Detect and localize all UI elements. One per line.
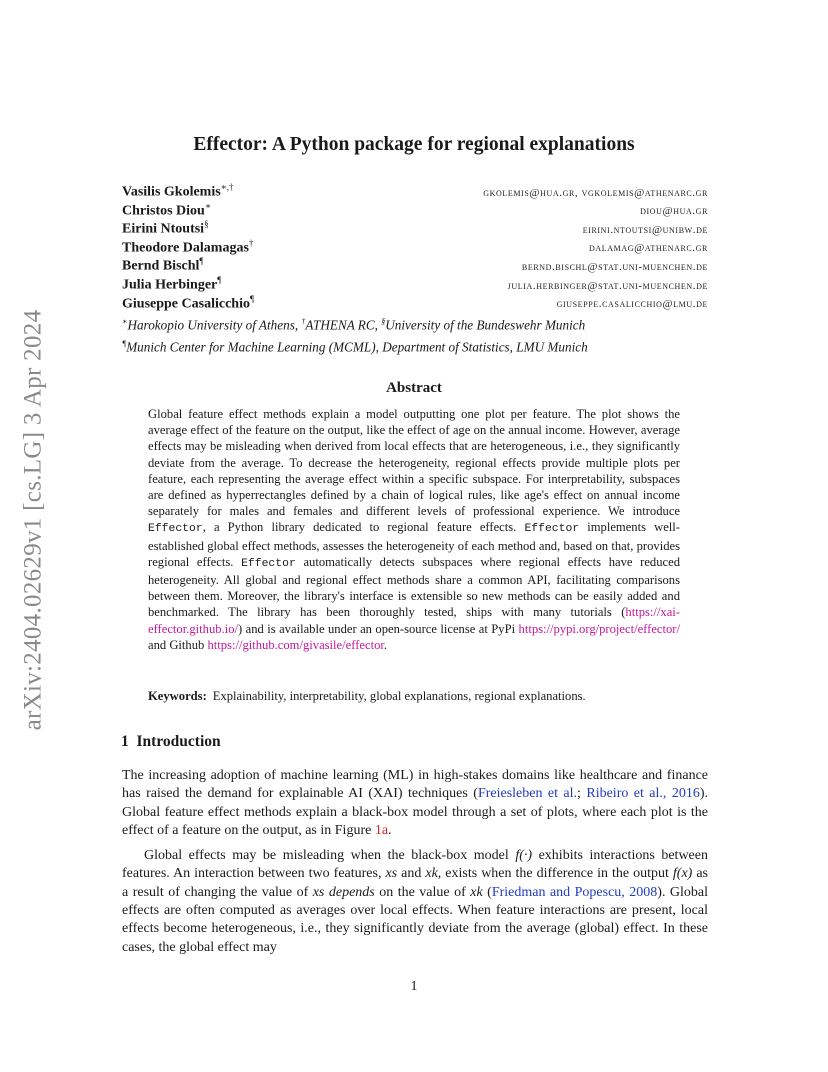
keywords-label: Keywords:: [148, 689, 207, 703]
abstract-text: Global feature effect methods explain a model outputting one plot per feature. The plot shows the average effect of the feature on the output, like the effect of age on the annual income. However, average effects may be misleading when derived from local effects that are heterogeneous, i.e., they significantly deviate from the average. To decrease the heterogeneity, regional effects provide multiple plots per feature, each representing the average effect within a specific subspace. For interpretability, subspaces are defined as hyperrectangles defined by a chain of logical rules, like age's effect on annual income separately for males and females and different levels of professional experience. We introduce Effector, a Python library dedicated to regional feature effects. Effector implements well-established global effect methods, assesses the heterogeneity of each method and, based on that, provides regional effects. Effector automatically detects subspaces where regional effects have reduced heterogeneity. All global and regional effect methods share a common API, facilitating comparisons between them. Moreover, the library's interface is extensible so new methods can be easily added and benchmarked. The library has been thoroughly tested, ships with many tutorials (https://xai-effector.github.io/) and is available under an open-source license at PyPi https://pypi.org/project/effector/ and Github https://github.com/givasile/effector.: [148, 407, 680, 652]
author-name: Eirini Ntoutsi§: [122, 219, 209, 237]
math-expression: xk: [470, 884, 483, 900]
paper-title: Effector: A Python package for regional explanations: [193, 134, 635, 155]
intro-paragraph-2: Global effects may be misleading when the black-box model f(·) exhibits interactions between features. An interaction between two features, xs and xk, exists when the difference in the output f(x) as a result of changing the value of xs depends on the value of xk (Friedman and Popescu, 2008). Global effects are often computed as averages over local effects. When feature interactions are present, local effects become heterogeneous, i.e., they significantly deviate from the average (global) effect. In these cases, the global effect may: [122, 848, 709, 955]
author-email[interactable]: dalamag@athenarc.gr: [589, 242, 708, 255]
author-row: [122, 275, 708, 294]
author-row: [122, 219, 708, 238]
author-row: [122, 294, 708, 313]
author-list: [122, 182, 708, 312]
emphasis-text: depends: [328, 884, 375, 900]
arxiv-identifier-stamp: [6, 290, 60, 750]
author-name: Bernd Bischl¶: [122, 256, 204, 275]
math-expression: xs: [385, 866, 398, 882]
affiliation-line-1: ∗Harokopio University of Athens, †ATHENA RC, §University of the Bundeswehr Munich: [122, 317, 586, 333]
math-expression: f(x): [672, 866, 693, 882]
code-effector: Effector: [241, 557, 296, 570]
author-email[interactable]: diou@hua.gr: [640, 205, 708, 218]
author-name: Theodore Dalamagas†: [122, 237, 254, 256]
figure-ref-link[interactable]: 1a: [374, 822, 389, 838]
arxiv-id-text: arXiv:2404.02629v1 [cs.LG] 3 Apr 2024: [19, 309, 46, 731]
author-name: Vasilis Gkolemis∗,†: [122, 182, 234, 200]
author-row: [122, 182, 708, 201]
intro-paragraph-1: The increasing adoption of machine learning (ML) in high-stakes domains like healthcare and finance has raised the demand for explainable AI (XAI) techniques (Freiesleben et al.; Ribeiro et al., 2016). Global feature effect methods explain a black-box model through a set of plots, where each plot is the effect of a feature on the output, as in Figure 1a.: [122, 768, 709, 838]
author-name: Giuseppe Casalicchio¶: [122, 293, 255, 312]
author-email[interactable]: bernd.bischl@stat.uni-muenchen.de: [521, 261, 708, 274]
author-row: [122, 201, 708, 220]
citation-link[interactable]: Friedman and Popescu, 2008: [491, 884, 658, 900]
math-expression: f(·): [515, 848, 533, 864]
math-expression: xk: [425, 866, 438, 882]
author-name: Julia Herbinger¶: [122, 274, 222, 293]
author-email[interactable]: julia.herbinger@stat.uni-muenchen.de: [507, 279, 708, 292]
github-link[interactable]: https://github.com/givasile/effector: [207, 637, 384, 652]
pypi-link[interactable]: https://pypi.org/project/effector/: [518, 621, 680, 636]
affiliations: [122, 312, 708, 357]
keywords-line: [148, 689, 688, 704]
math-expression: xs: [312, 884, 325, 900]
tutorials-link[interactable]: https://xai-effector.github.io/: [148, 605, 680, 636]
author-name: Christos Diou∗: [122, 200, 211, 219]
author-email[interactable]: giuseppe.casalicchio@lmu.de: [556, 298, 708, 311]
author-email[interactable]: eirini.ntoutsi@unibw.de: [582, 223, 708, 236]
citation-link[interactable]: Freiesleben et al.: [477, 786, 578, 802]
affiliation-line-2: ¶Munich Center for Machine Learning (MCML), Department of Statistics, LMU Munich: [122, 339, 588, 355]
code-effector: Effector: [524, 523, 580, 536]
introduction-body: [122, 767, 708, 957]
citation-link[interactable]: Ribeiro et al., 2016: [586, 786, 700, 802]
author-row: [122, 238, 708, 257]
author-row: [122, 256, 708, 275]
page-number: 1: [410, 979, 418, 994]
section-heading: 1 Introduction: [121, 733, 221, 750]
abstract-heading: Abstract: [386, 380, 442, 396]
author-email[interactable]: gkolemis@hua.gr, vgkolemis@athenarc.gr: [483, 186, 708, 199]
keywords-text: Explainability, interpretability, global explanations, regional explanations.: [212, 689, 586, 703]
code-effector: Effector: [148, 523, 203, 536]
